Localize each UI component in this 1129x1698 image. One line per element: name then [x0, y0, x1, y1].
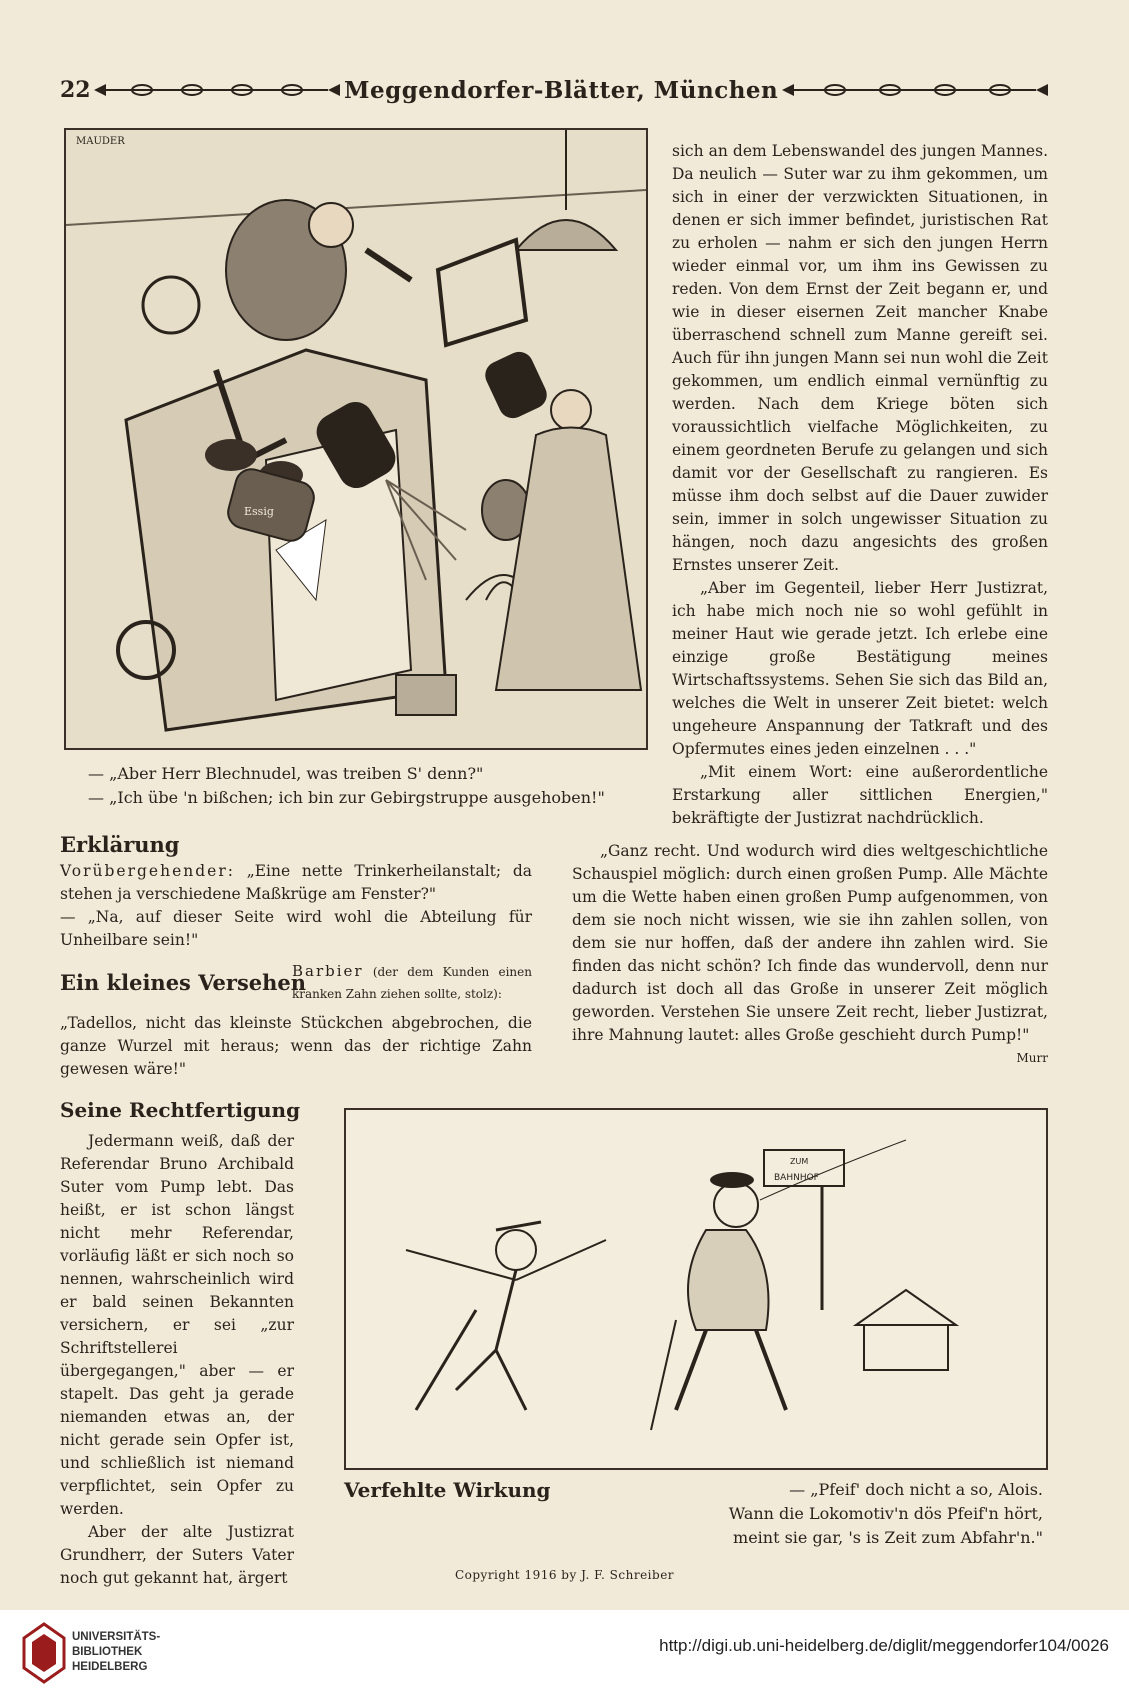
right-column-text: [672, 140, 1048, 830]
left-ornament-icon: [92, 82, 342, 98]
cartoon1-caption-line2: — „Ich übe 'n bißchen; ich bin zur Gebirgstruppe ausgehoben!": [88, 788, 605, 807]
cartoon2-illustration: [346, 1110, 1046, 1468]
erklaerung-line2: — „Na, auf dieser Seite wird wohl die Abteilung für Unheilbare sein!": [60, 908, 532, 949]
right-paragraph-4: „Ganz recht. Und wodurch wird dies weltgeschichtliche Schauspiel möglich: durch einen großen Pump. Alle Mächte um die Wette haben einen großen Pump aufgenommen, von dem sie noch nicht wissen, wie sie ihn zahlen sollen, von dem sie nur hoffen, daß der andere ihn zahlen wird. Sie finden das nicht schön? Ich finde das wundervoll, denn nur dadurch ist doch all das Große in unserer Zeit möglich geworden. Verstehen Sie unsere Zeit recht, lieber Justizrat, ihre Mahnung lautet: alles Große geschieht durch Pump!": [572, 842, 1048, 1044]
sign-text-1: ZUM: [790, 1157, 809, 1166]
cartoon2-caption-line1: — „Pfeif' doch nicht a so, Alois.: [789, 1480, 1043, 1499]
versehen-stage-direction: (der dem Kunden einen kranken Zahn ziehen sollte, stolz):: [292, 965, 532, 1001]
right-paragraph-2: „Aber im Gegenteil, lieber Herr Justizrat, ich habe mich noch nie so wohl gefühlt in meiner Haut wie gerade jetzt. Ich erlebe eine einzige große Bestätigung meines Wirtschaftssystems. Sehen Sie sich das Bild an, welches die Welt in unserer Zeit bietet: welch ungeheure Anspannung der Tatkraft und des Opfermutes eines jeden einzelnen . . .": [672, 579, 1048, 758]
library-name: UNIVERSITÄTS- BIBLIOTHEK HEIDELBERG: [72, 1631, 161, 1673]
cartoon-mountain-troops: [64, 128, 648, 750]
viewer-footer: [0, 1610, 1129, 1698]
rechtfertigung-paragraph-1: Jedermann weiß, daß der Referendar Bruno Archibald Suter vom Pump lebt. Das heißt, er ist schon längst nicht mehr Referendar, vorläufig läßt er sich noch so nennen, wahrscheinlich wird er bald seinen Bekannten versichern, er sei „zur Schriftstellerei übergegangen," aber — er stapelt. Das geht ja gerade niemanden etwas an, der nicht gerade sein Opfer ist, und schließlich ist niemand verpflichtet, sein Opfer zu werden.: [60, 1132, 294, 1518]
versehen-intro: [292, 960, 532, 1005]
right-ornament-icon: [780, 82, 1050, 98]
right-paragraph-1: sich an dem Lebenswandel des jungen Mannes. Da neulich — Suter war zu ihm gekommen, um sich in einer der verzwickten Situationen, in denen er sich immer befindet, juristischen Rat zu erholen — nahm er sich den jungen Herrn wieder einmal vor, um ihm ins Gewissen zu reden. Von dem Ernst der Zeit begann er, und wie in dieser eisernen Zeit mancher Knabe überraschend schnell zum Manne gereift sei. Auch für ihn jungen Mann sei nun wohl die Zeit gekommen, um endlich einmal vernünftig zu werden. Nach dem Kriege böten sich voraussichtlich vielfache Möglichkeiten, zu einem geordneten Berufe zu gelangen und sich damit vor der Gesellschaft zu rangieren. Es müsse ihm doch selbst auf die Dauer zuwider sein, immer in solch ungewisser Situation zu hängen, noch dazu angesichts des großen Ernstes unserer Zeit.: [672, 142, 1048, 574]
erklaerung-speaker: Vorübergehender:: [60, 862, 235, 880]
right-column-text-2: [572, 840, 1048, 1070]
cartoon2-caption-line3: meint sie gar, 's is Zeit zum Abfahr'n.": [733, 1528, 1043, 1547]
copyright-notice: Copyright 1916 by J. F. Schreiber: [454, 1568, 675, 1582]
cartoon-illustration: [66, 130, 646, 748]
cartoon-whistle: [344, 1108, 1048, 1470]
rechtfertigung-heading: Seine Rechtfertigung: [60, 1098, 301, 1122]
page-header: [60, 72, 1050, 108]
jar-label: Essig: [244, 505, 274, 518]
source-url-link[interactable]: http://digi.ub.uni-heidelberg.de/diglit/meggendorfer104/0026: [659, 1636, 1109, 1655]
erklaerung-line1: „Eine nette Trinkerheilanstalt; da stehen ja verschiedene Maßkrüge am Fenster?": [60, 862, 532, 903]
sign-text-2: BAHNHOF: [774, 1173, 819, 1183]
versehen-heading: Ein kleines Versehen: [60, 970, 307, 995]
artist-signature: MAUDER: [76, 136, 125, 147]
cartoon2-title: Verfehlte Wirkung: [344, 1478, 551, 1502]
right-paragraph-3: „Mit einem Wort: eine außerordentliche Erstarkung aller sittlichen Energien," bekräftigte der Justizrat nachdrücklich.: [672, 763, 1048, 827]
university-logo-icon: [22, 1622, 66, 1684]
erklaerung-heading: Erklärung: [60, 832, 180, 857]
versehen-text: „Tadellos, nicht das kleinste Stückchen abgebrochen, die ganze Wurzel mit heraus; wenn das der richtige Zahn gewesen wäre!": [60, 1014, 532, 1078]
rechtfertigung-text: [60, 1130, 294, 1590]
article-signature: Murr: [1016, 1051, 1048, 1065]
rechtfertigung-paragraph-2: Aber der alte Justizrat Grundherr, der Suters Vater noch gut gekannt hat, ärgert: [60, 1523, 294, 1587]
erklaerung-text: [60, 860, 532, 952]
masthead-title: Meggendorfer-Blätter, München: [344, 76, 779, 104]
cartoon2-caption-line2: Wann die Lokomotiv'n dös Pfeif'n hört,: [728, 1504, 1043, 1523]
versehen-speaker: Barbier: [292, 962, 364, 980]
cartoon1-caption-line1: — „Aber Herr Blechnudel, was treiben S' denn?": [88, 764, 484, 783]
page-number: 22: [60, 77, 91, 103]
